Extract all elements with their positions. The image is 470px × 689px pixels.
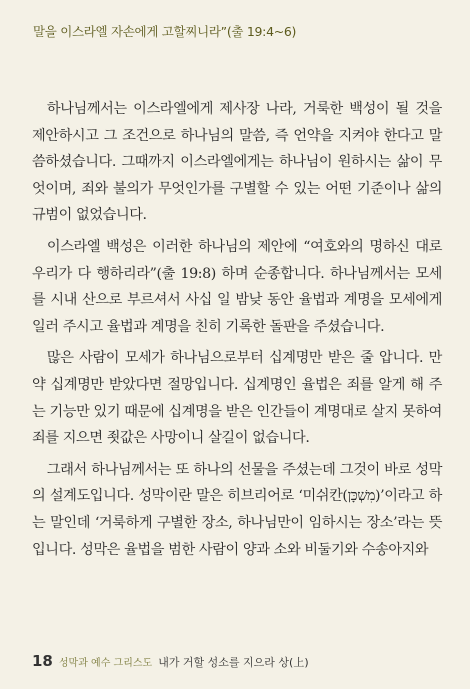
series-title: 성막과 예수 그리스도 <box>58 658 153 669</box>
body-text <box>32 96 442 563</box>
paragraph-1: 하나님께서는 이스라엘에게 제사장 나라, 거룩한 백성이 될 것을 제안하시고 그 조건으로 하나님의 말씀, 즉 언약을 지켜야 한다고 말씀하셨습니다. 그때까지 이스라엘에게는 하나님이 원하시는 삶이 무엇이며, 죄와 불의가 무엇인가를 구별할 수 있는 어떤 기준이나 삶의 규범이 없었습니다. <box>32 101 442 224</box>
book-title: 내가 거할 성소를 지으라 상(上) <box>158 656 309 669</box>
page-number: 18 <box>32 652 53 670</box>
running-header-verse: 말을 이스라엘 자손에게 고할찌니라”(출 19:4~6) <box>33 24 297 39</box>
paragraph-2: 이스라엘 백성은 이러한 하나님의 제안에 “여호와의 명하신 대로 우리가 다 행하리라”(출 19:8) 하며 순종합니다. 하나님께서는 모세를 시내 산으로 부르셔서 사십 일 밤낮 동안 율법과 계명을 모세에게 일러 주시고 율법과 계명을 친히 기록한 돌판을 주셨습니다. <box>32 238 442 335</box>
page-footer <box>32 652 309 670</box>
paragraph-3: 많은 사람이 모세가 하나님으로부터 십계명만 받은 줄 압니다. 만약 십계명만 받았다면 절망입니다. 십계명인 율법은 죄를 알게 해 주는 기능만 있기 때문에 십계명을 받은 인간들이 계명대로 살지 못하여 죄를 지으면 죗값은 사망이니 살길이 없습니다. <box>32 350 442 447</box>
paragraph-4: 그래서 하나님께서는 또 하나의 선물을 주셨는데 그것이 바로 성막의 설계도입니다. 성막이란 말은 히브리어로 ‘미쉬칸(מִשְׁכָּן)’이라고 하는 말인데 ‘거룩하게 구별한 장소, 하나님만이 임하시는 장소’라는 뜻입니다. 성막은 율법을 범한 사람이 양과 소와 비둘기와 수송아지와 <box>32 461 442 558</box>
